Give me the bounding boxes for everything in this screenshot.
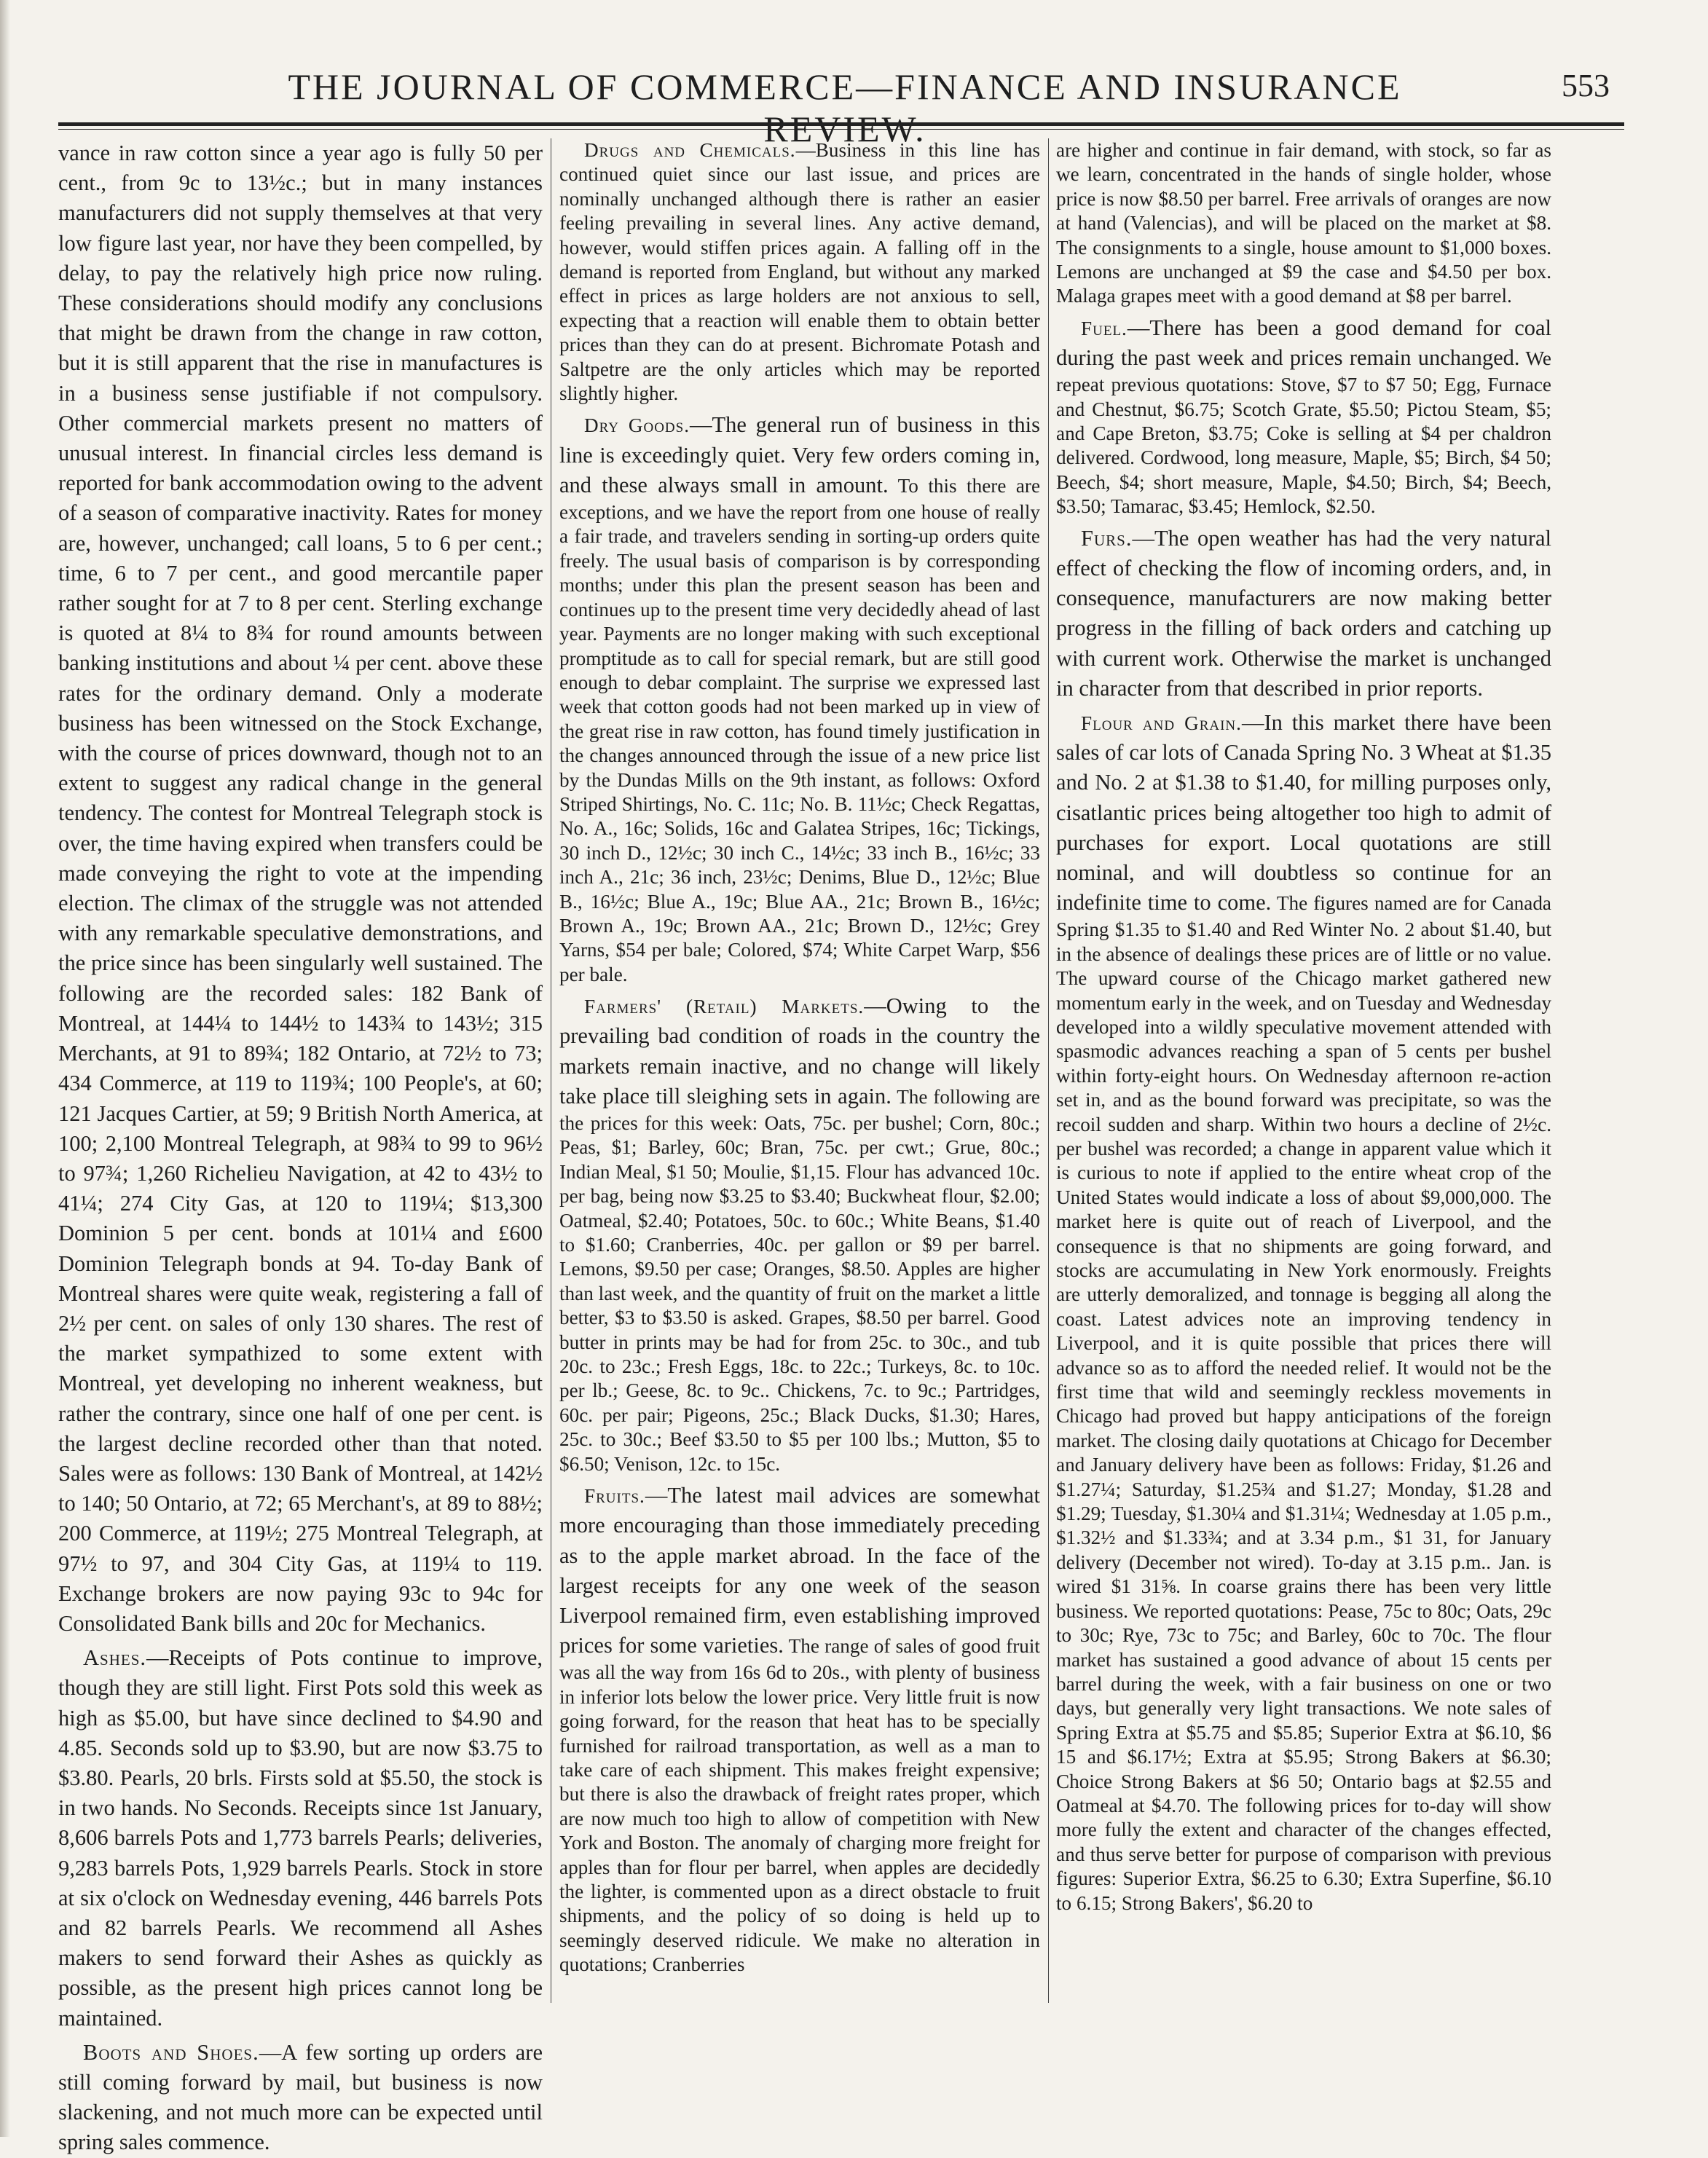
column-1 bbox=[58, 138, 543, 2155]
fuel-lead: —There has been a good demand for coal during the past week and prices remain unchanged. bbox=[1056, 315, 1551, 371]
column-divider bbox=[1048, 138, 1049, 2003]
fuel-section bbox=[1056, 313, 1551, 519]
section-heading-flour-and-grain: Flour and Grain. bbox=[1081, 712, 1242, 734]
dry-goods-lead: —The general run of business in this line is exceedingly quiet. Very few orders coming in, and these always small in amount. bbox=[559, 412, 1040, 497]
fruits-lead: —The latest mail advices are somewhat more encouraging than those immediately preceding as to the apple market abroad. In the face of the largest receipts for any one week of the season Liverpool remained firm, even establishing improved prices for some varieties. bbox=[559, 1483, 1040, 1658]
section-heading-drugs-and-chemicals: Drugs and Chemicals. bbox=[584, 139, 796, 161]
fruits-continued: are higher and continue in fair demand, with stock, so far as we learn, concentrated in the hands of single holder, whose price is now $8.50 per barrel. Free arrivals of oranges are now at hand (Valencias), and will be placed on the market at $8. The consignments to a single, house amount to $1,000 boxes. Lemons are unchanged at $9 the case and $4.50 per box. Malaga grapes meet with a good demand at $8 per barrel. bbox=[1056, 139, 1551, 307]
dry-goods-section bbox=[559, 410, 1040, 987]
drugs-text: —Business in this line has continued quiet since our last issue, and prices are nominally unchanged although there is rather an easier feeling prevailing in several lines. Any active demand, however, would stiffen prices again. A falling off in the demand is reported from England, but without any marked effect in prices as large holders are not anxious to sell, expecting that a reaction will enable them to obtain better prices than they can do at present. Bichromate Potash and Saltpetre are the only articles which may be reported slightly higher. bbox=[559, 139, 1040, 405]
fruits-section bbox=[559, 1481, 1040, 1977]
section-heading-dry-goods: Dry Goods. bbox=[584, 414, 690, 437]
section-heading-fuel: Fuel. bbox=[1081, 317, 1127, 339]
farmers-lead: —Owing to the prevailing bad condition of roads in the country the markets remain inactive, and no change will likely take place till sleighing sets in again. bbox=[559, 993, 1040, 1108]
boots-section bbox=[58, 2038, 543, 2158]
furs-text: —The open weather has had the very natural effect of checking the flow of incoming orders, and, in consequence, manufacturers are now making better progress in the filling of back orders and catching up with current work. Otherwise the market is unchanged in character from that described in prior reports. bbox=[1056, 525, 1551, 701]
dry-goods-text: To this there are exceptions, and we have the report from one house of really a fair trade, and travelers sending in sorting-up orders quite freely. The usual basis of comparison is by corresponding months; under this plan the present season has been and continues up to the present time very decidedly ahead of last year. Payments are no longer making with such exceptional promptitude as to call for special remark, but are still good enough to debar complaint. The surprise we expressed last week that cotton goods had not been marked up in view of the great rise in raw cotton, has found timely justification in the changes announced through the issue of a new price list by the Dundas Mills on the 9th instant, as follows: Oxford Striped Shirtings, No. C. 11c; No. B. 11½c; Check Regattas, No. A., 16c; Solids, 16c and Galatea Stripes, 16c; Tickings, 30 inch D., 12½c; 30 inch C., 14½c; 33 inch B., 16½c; 33 inch A., 21c; 36 inch, 23½c; Denims, Blue D., 12½c; Blue B., 16½c; Blue A., 19c; Blue AA., 21c; Brown B., 16½c; Brown A., 19c; Brown AA., 21c; Brown D., 12½c; Grey Yarns, $54 per bale; Colored, $74; White Carpet Warp, $56 per bale. bbox=[559, 474, 1041, 985]
journal-title: THE JOURNAL OF COMMERCE—FINANCE AND INSURANCE REVIEW. bbox=[288, 66, 1402, 149]
section-heading-ashes: Ashes. bbox=[83, 1645, 147, 1671]
section-heading-furs: Furs. bbox=[1081, 525, 1133, 551]
page-edge-shadow bbox=[0, 0, 10, 2137]
header-rule-thick bbox=[58, 122, 1624, 126]
flour-lead: —In this market there have been sales of car lots of Canada Spring No. 3 Wheat at $1.35 and No. 2 at $1.38 to $1.40, for milling purposes only, cisatlantic prices being altogether too high to admit of purchases for export. Local quotations are still nominal, and will doubtless so continue for an indefinite time to come. bbox=[1056, 709, 1551, 915]
flour-grain-section bbox=[1056, 708, 1551, 1915]
ashes-text: —Receipts of Pots continue to improve, though they are still light. First Pots sold this week as high as $5.00, but have since declined to $4.90 and 4.85. Seconds sold up to $3.90, but are now $3.75 to $3.80. Pearls, 20 brls. Firsts sold at $5.50, the stock is in two hands. No Seconds. Receipts since 1st January, 8,606 barrels Pots and 1,773 barrels Pearls; deliveries, 9,283 barrels Pots, 1,929 barrels Pearls. Stock in store at six o'clock on Wednesday evening, 446 barrels Pots and 82 barrels Pearls. We recommend all Ashes makers to send forward their Ashes as quickly as possible, as the present high prices cannot long be maintained. bbox=[58, 1645, 543, 2031]
column-3 bbox=[1056, 138, 1551, 2105]
fuel-text: We repeat previous quotations: Stove, $7 to $7 50; Egg, Furnace and Chestnut, $6.75; Scotch Grate, $5.50; Pictou Steam, $5; and Cape Breton, $3.75; Coke is selling at $4 per chaldron delivered. Cordwood, long measure, Maple, $5; Birch, $4 50; Beech, $4; short measure, Maple, $4.50; Birch, $4; Beech, $3.50; Tamarac, $3.45; Hemlock, $2.50. bbox=[1056, 347, 1551, 518]
fruits-text: The range of sales of good fruit was all the way from 16s 6d to 20s., with plenty of business in inferior lots below the lower price. Very little fruit is now going forward, for the reason that heat has to be specially furnished for railroad transportation, as well as a man to take care of each shipment. This makes freight expensive; but there is also the drawback of freight rates proper, which are now much too high to allow of competition with New York and Boston. The anomaly of charging more freight for apples than for flour per barrel, when apples are decidedly the lighter, is commented upon as a direct obstacle to fruit shipments, and the policy of so doing is held up to seemingly deserved ridicule. We make no alteration in quotations; Cranberries bbox=[559, 1635, 1040, 1976]
header-rule-thin bbox=[58, 129, 1624, 130]
finance-paragraph: vance in raw cotton since a year ago is fully 50 per cent., from 9c to 13½c.; but in many instances manufacturers did not supply themselves at that very low figure last year, nor have they been compelled, by delay, to pay the relatively high price now ruling. These considerations should modify any conclusions that might be drawn from the change in raw cotton, but it is still apparent that the rise in manufactures is in a business sense justifiable if not compulsory. Other commercial markets present no matters of unusual interest. In financial circles less demand is reported for bank accommodation owing to the advent of a season of comparative inactivity. Rates for money are, however, unchanged; call loans, 5 to 6 per cent.; time, 6 to 7 per cent., and good mercantile paper rather sought for at 7 to 8 per cent. Sterling exchange is quoted at 8¼ to 8¾ for round amounts between banking institutions and about ¼ per cent. above these rates for the ordinary demand. Only a moderate business has been witnessed on the Stock Exchange, with the course of prices downward, though not to an extent to suggest any radical change in the general tendency. The contest for Montreal Telegraph stock is over, the time having expired when transfers could be made conveying the right to vote at the impending election. The climax of the struggle was not attended with any remarkable speculative demonstrations, and the price since has been singularly well sustained. The following are the recorded sales: 182 Bank of Montreal, at 144¼ to 144½ to 143¾ to 143½; 315 Merchants, at 91 to 89¾; 182 Ontario, at 72½ to 73; 434 Commerce, at 119 to 119¾; 100 People's, at 60; 121 Jacques Cartier, at 59; 9 British North America, at 100; 2,100 Montreal Telegraph, at 98¾ to 99 to 96½ to 97¾; 1,260 Richelieu Navigation, at 42 to 43½ to 41¼; 274 City Gas, at 120 to 119¼; $13,300 Dominion 5 per cent. bonds at 101¼ and £600 Dominion Telegraph bonds at 94. To-day Bank of Montreal shares were quite weak, registering a fall of 2½ per cent. on sales of only 130 shares. The rest of the market sympathized to some extent with Montreal, yet developing no inherent weakness, but rather the contrary, since one half of one per cent. is the largest decline recorded other than that noted. Sales were as follows: 130 Bank of Montreal, at 142½ to 140; 50 Ontario, at 72; 65 Merchant's, at 89 to 88½; 200 Commerce, at 119½; 275 Montreal Telegraph, at 97½ to 97, and 304 City Gas, at 119¼ to 119. Exchange brokers are now paying 93c to 94c for Consolidated Bank bills and 20c for Mechanics. bbox=[58, 141, 543, 1636]
section-heading-farmers-markets: Farmers' (Retail) Markets. bbox=[584, 996, 865, 1018]
farmers-section bbox=[559, 991, 1040, 1476]
page-number: 553 bbox=[1562, 68, 1610, 103]
drugs-section bbox=[559, 138, 1040, 406]
farmers-text: The following are the prices for this week: Oats, 75c. per bushel; Corn, 80c.; Peas, $1; Barley, 60c; Bran, 75c. per cwt.; Grue, 80c.; Indian Meal, $1 50; Moulie, $1,15. Flour has advanced 10c. per bag, being now $3.25 to $3.40; Buckwheat flour, $2.00; Oatmeal, $2.40; Potatoes, 50c. to 60c.; White Beans, $1.40 to $1.60; Cranberries, 40c. per gallon or $9 per barrel. Lemons, $9.50 per case; Oranges, $8.50. Apples are higher than last week, and the quantity of fruit on the market a little better, $3 to $3.50 is asked. Grapes, $8.50 per barrel. Good butter in prints may be had for from 25c. to 30c., and tub 20c. to 23c.; Fresh Eggs, 18c. to 22c.; Turkeys, 8c. to 10c. per lb.; Geese, 8c. to 9c.. Chickens, 7c. to 9c.; Partridges, 60c. per pair; Pigeons, 25c.; Black Ducks, $1.30; Hares, 25c. to 30c.; Beef $3.50 to $5 per 100 lbs.; Mutton, $5 to $6.50; Venison, 12c. to 15c. bbox=[559, 1085, 1040, 1475]
ashes-section bbox=[58, 1643, 543, 2033]
page-header bbox=[58, 66, 1624, 149]
section-heading-fruits: Fruits. bbox=[584, 1485, 645, 1508]
column-2 bbox=[559, 138, 1040, 2105]
boots-text: —A few sorting up orders are still coming forward by mail, but business is now slackening, and not much more can be expected until spring sales commence. bbox=[58, 2039, 543, 2155]
furs-section bbox=[1056, 524, 1551, 704]
flour-text: The figures named are for Canada Spring $1.35 to $1.40 and Red Winter No. 2 about $1.40, but in the absence of dealings these prices are of little or no value. The upward course of the Chicago market gathered new momentum early in the week, and on Tuesday and Wednesday developed into a wildly speculative movement attended with spasmodic advances reaching a span of 5 cents per bushel within forty-eight hours. On Wednesday afternoon re-action set in, and as the bound forward was precipitate, so was the recoil sudden and sharp. Within two hours a decline of 2½c. per bushel was recorded; a change in apparent value which it is curious to note if applied to the entire wheat crop of the United States would indicate a loss of about $9,000,000. The market here is quite out of reach of Liverpool, and the consequence is that no shipments are going forward, and stocks are accumulating in New York enormously. Freights are utterly demoralized, and tonnage is begging all along the coast. Latest advices note an improving tendency in Liverpool, and it is quite possible that prices there will advance so as to afford the needed relief. It would not be the first time that wild and seemingly reckless movements in Chicago had proved but happy anticipations of the foreign market. The closing daily quotations at Chicago for December and January delivery have been as follows: Friday, $1.26 and $1.27¼; Saturday, $1.25¾ and $1.27; Monday, $1.28 and $1.29; Tuesday, $1.30¼ and $1.31¼; Wednesday at 1.05 p.m., $1.32½ and $1.33¾; and at 3.34 p.m., $1 31, for January delivery (December not wired). To-day at 3.15 p.m.. Jan. is wired $1 31⅝. In coarse grains there has been very little business. We reported quotations: Pease, 75c to 80c; Oats, 29c to 30c; Rye, 73c to 75c; and Barley, 60c to 70c. The flour market has sustained a good advance of about 15 cents per barrel during the week, with a fair business on one or two days, but generally very light transactions. We note sales of Spring Extra at $5.75 and $5.85; Superior Extra at $6.10, $6 15 and $6.17½; Extra at $5.95; Strong Bakers at $6.30; Choice Strong Bakers at $6 50; Ontario bags at $2.55 and Oatmeal at $4.70. The following prices for to-day will show more fully the extent and character of the changes effected, and thus serve better for purpose of comparison with previous figures: Superior Extra, $6.25 to 6.30; Extra Superfine, $6.10 to 6.15; Strong Bakers', $6.20 to bbox=[1056, 892, 1551, 1914]
section-heading-boots-and-shoes: Boots and Shoes. bbox=[83, 2039, 259, 2065]
